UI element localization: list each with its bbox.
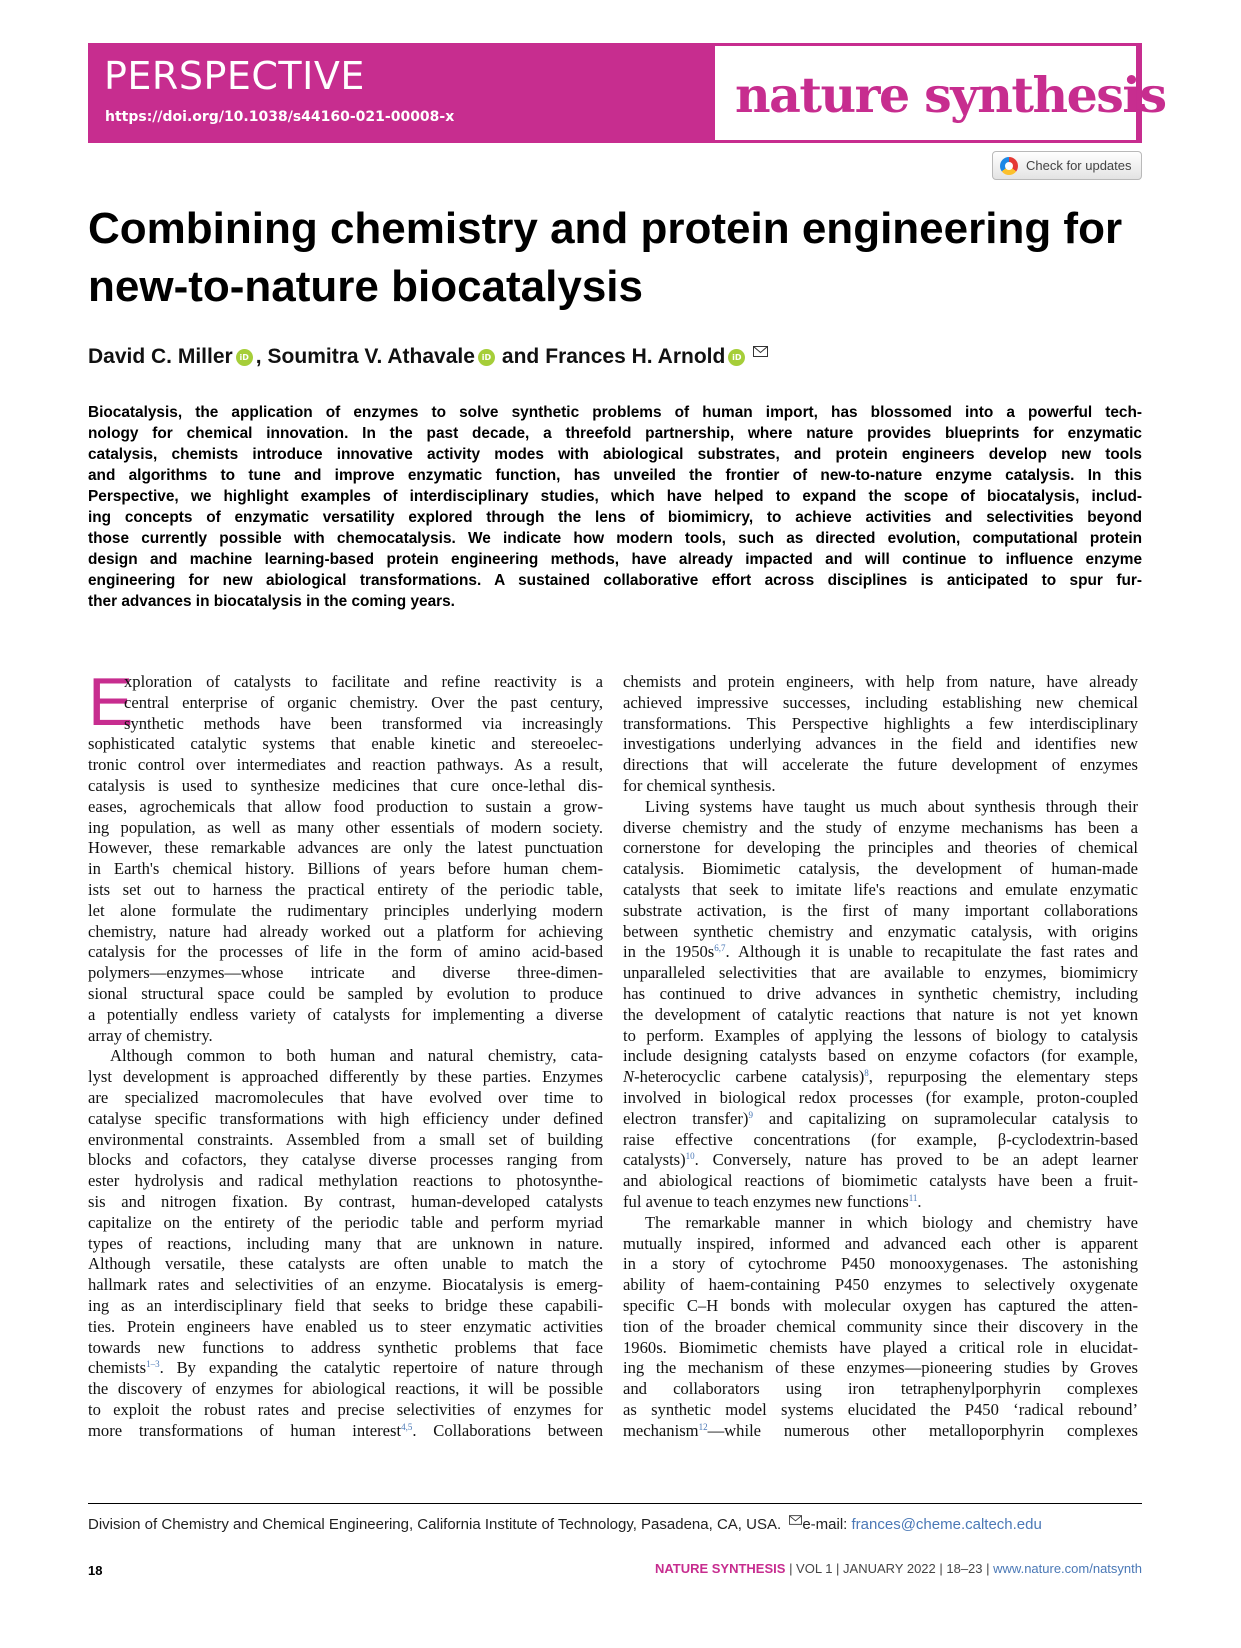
body-line: Although common to both human and natural chemistry, cata- — [110, 1046, 603, 1066]
article-type: PERSPECTIVE — [104, 54, 365, 98]
body-line: raise effective concentrations (for example, β-cyclodextrin-based — [623, 1129, 1138, 1149]
body-line: investigations underlying advances in the field and identifies new — [623, 734, 1138, 754]
author-separator: , — [255, 345, 262, 368]
body-line: xploration of catalysts to facilitate and refine reactivity is a — [124, 672, 603, 691]
body-line: cornerstone for developing the principles and theories of chemical — [623, 838, 1138, 858]
header-banner — [88, 43, 1166, 143]
author-separator: and — [501, 345, 540, 368]
body-text: , repurposing the elementary steps — [868, 1067, 1138, 1087]
body-line: Living systems have taught us much about synthesis through their — [645, 796, 1138, 816]
body-text: . Collaborations between — [412, 1420, 603, 1440]
body-text: catalysts) — [623, 1150, 686, 1170]
article-type-panel — [88, 43, 715, 143]
body-line: as synthetic model systems elucidated the P450 ‘radical rebound’ — [623, 1399, 1138, 1419]
abstract-line: ther advances in biocatalysis in the coming years. — [88, 593, 455, 610]
title-line: Combining chemistry and protein engineering for — [88, 204, 1123, 253]
body-line — [623, 1421, 1138, 1442]
body-line: tion of the broader chemical community since their discovery in the — [623, 1316, 1138, 1336]
body-line — [88, 1358, 603, 1379]
body-line: ties. Protein engineers have enabled us to steer enzymatic activities — [88, 1316, 603, 1336]
envelope-icon[interactable] — [753, 346, 768, 357]
abstract-line: design and machine learning-based protein engineering methods, have already impacted and will continue to influence enzyme — [88, 551, 1142, 568]
author-list — [88, 345, 768, 369]
body-line: synthetic methods have been transformed via increasingly — [124, 713, 603, 733]
body-column-left — [88, 664, 603, 1441]
body-line: diverse chemistry and the study of enzyme mechanisms has been a — [623, 817, 1138, 837]
body-text: more transformations of human interest — [88, 1420, 402, 1440]
body-line: The remarkable manner in which biology and chemistry have — [645, 1212, 1138, 1232]
email-link[interactable]: frances@cheme.caltech.edu — [851, 1516, 1042, 1533]
citation-link[interactable]: 12 — [698, 1421, 708, 1432]
body-text: in the 1950s — [623, 942, 715, 962]
body-line: catalysts that seek to imitate life's reactions and emulate enzymatic — [623, 879, 1138, 899]
citation-link[interactable]: 6,7 — [714, 943, 726, 954]
body-text: chemists — [88, 1358, 147, 1378]
body-text: —while numerous other metalloporphyrin complexes — [707, 1420, 1138, 1440]
body-line: include designing catalysts based on enzyme cofactors (for example, — [623, 1046, 1138, 1066]
drop-cap: E — [88, 664, 134, 740]
article-title — [88, 200, 1148, 316]
envelope-icon — [789, 1515, 802, 1525]
body-line: lyst development is approached differently by these parties. Enzymes — [88, 1067, 603, 1087]
body-line: for chemical synthesis. — [623, 775, 776, 795]
body-line — [623, 1150, 1138, 1171]
body-text: ful avenue to teach enzymes new functions — [623, 1191, 909, 1211]
body-line: tronic control over intermediates and reaction pathways. As a result, — [88, 755, 603, 775]
body-line: sophisticated catalytic systems that enable kinetic and stereoelec- — [88, 734, 603, 754]
body-line — [623, 1192, 1138, 1213]
citation-link[interactable]: 9 — [748, 1109, 753, 1120]
body-line: in a story of cytochrome P450 monooxygenases. The astonishing — [623, 1254, 1138, 1274]
body-line: catalysis for the processes of life in the form of amino acid-based — [88, 942, 603, 962]
footer-divider — [88, 1503, 1142, 1504]
body-text: . — [917, 1191, 922, 1211]
body-line: eases, agrochemicals that allow food production to sustain a grow- — [88, 796, 603, 816]
body-line: blocks and cofactors, they catalyse diverse processes ranging from — [88, 1150, 603, 1170]
body-line: capitalize on the entirety of the periodic table and perform myriad — [88, 1212, 603, 1232]
author-name[interactable]: Soumitra V. Athavale — [267, 345, 475, 368]
body-line: in Earth's chemical history. Billions of years before human chem- — [88, 859, 603, 879]
footer-journal-name: NATURE SYNTHESIS — [654, 1561, 786, 1576]
body-line: environmental constraints. Assembled from a small set of building — [88, 1129, 603, 1149]
abstract-line: catalysis, chemists introduce innovative activity modes with abiological substrates, and protein engineers develop new tools — [88, 446, 1142, 463]
email-label: e-mail: — [802, 1516, 848, 1533]
citation-link[interactable]: 4,5 — [401, 1421, 413, 1432]
page-number: 18 — [88, 1563, 103, 1578]
body-line: and abiological reactions of biomimetic catalysts have been a fruit- — [623, 1171, 1138, 1191]
orcid-icon[interactable]: iD — [728, 349, 745, 366]
body-line: substrate activation, is the first of many important collaborations — [623, 900, 1138, 920]
body-line: transformations. This Perspective highlights a few interdisciplinary — [623, 713, 1138, 733]
body-line: polymers—enzymes—whose intricate and diverse three-dimen- — [88, 963, 603, 983]
body-line: directions that will accelerate the future development of enzymes — [623, 755, 1138, 775]
check-for-updates-label: Check for updates — [1026, 158, 1132, 173]
body-line: hallmark rates and selectivities of an enzyme. Biocatalysis is emerg- — [88, 1275, 603, 1295]
abstract-line: Biocatalysis, the application of enzymes to solve synthetic problems of human import, has blossomed into a powerful tech- — [88, 404, 1142, 421]
body-text: . Conversely, nature has proved to be an adept learner — [694, 1150, 1138, 1170]
body-line: has continued to drive advances in synthetic chemistry, including — [623, 983, 1138, 1003]
title-line: new-to-nature biocatalysis — [88, 262, 644, 311]
abstract — [88, 402, 1142, 612]
citation-link[interactable]: 1–3 — [146, 1359, 160, 1370]
body-line — [88, 1421, 603, 1442]
body-text: electron transfer) — [623, 1108, 749, 1128]
body-line: catalysis is used to synthesize medicines that cure once-lethal dis- — [88, 775, 603, 795]
body-text: -heterocyclic carbene catalysis) — [634, 1067, 865, 1087]
body-line: Although versatile, these catalysts are often unable to match the — [88, 1254, 603, 1274]
abstract-line: engineering for new abiological transformations. A sustained collaborative effort across disciplines is anticipated to spur fur- — [88, 572, 1142, 589]
body-line: ing population, as well as many other essentials of modern society. — [88, 817, 603, 837]
abstract-line: ing concepts of enzymatic versatility explored through the lens of biomimicry, to achieve activities and selectivities beyond — [88, 509, 1142, 526]
body-line: sional structural space could be sampled by evolution to produce — [88, 983, 603, 1003]
body-line — [623, 1067, 1138, 1088]
body-line: towards new functions to address synthetic problems that face — [88, 1337, 603, 1357]
orcid-icon[interactable]: iD — [236, 349, 253, 366]
author-name[interactable]: David C. Miller — [88, 345, 233, 368]
body-line: array of chemistry. — [88, 1025, 213, 1045]
journal-logo[interactable]: nature synthesis — [735, 66, 1166, 124]
body-line: ester hydrolysis and radical methylation reactions to photosynthe- — [88, 1171, 603, 1191]
body-column-right — [623, 672, 1138, 1441]
orcid-icon[interactable]: iD — [478, 349, 495, 366]
body-text: mechanism — [623, 1420, 699, 1440]
body-line: unparalleled selectivities that are available to enzymes, biomimicry — [623, 963, 1138, 983]
body-line: catalyse specific transformations with high efficiency under defined — [88, 1108, 603, 1128]
body-line: and collaborators using iron tetraphenylporphyrin complexes — [623, 1379, 1138, 1399]
body-line: between synthetic chemistry and enzymatic catalysis, with origins — [623, 921, 1138, 941]
crossmark-icon — [1000, 157, 1018, 175]
body-line: the development of catalytic reactions that nature is not yet known — [623, 1004, 1138, 1024]
body-text: N — [623, 1067, 635, 1087]
body-line: However, these remarkable advances are only the latest punctuation — [88, 838, 603, 858]
body-line: 1960s. Biomimetic chemists have played a critical role in elucidat- — [623, 1337, 1138, 1357]
journal-citation — [655, 1561, 1142, 1576]
body-line: specific C–H bonds with molecular oxygen has captured the atten- — [623, 1295, 1138, 1315]
body-line: chemists and protein engineers, with help from nature, have already — [623, 672, 1138, 691]
body-line: mutually inspired, informed and advanced each other is apparent — [623, 1233, 1138, 1253]
abstract-line: nology for chemical innovation. In the past decade, a threefold partnership, where nature provides blueprints for enzymatic — [88, 425, 1142, 442]
affiliation-text: Division of Chemistry and Chemical Engineering, California Institute of Technology, Pasadena, CA, USA. — [88, 1516, 782, 1533]
abstract-line: and algorithms to tune and improve enzymatic function, has unveiled the frontier of new-to-nature enzyme catalysis. In this — [88, 467, 1142, 484]
journal-logo-box — [715, 43, 1166, 143]
body-line: types of reactions, including many that are unknown in nature. — [88, 1233, 603, 1253]
body-line: ing as an interdisciplinary field that seeks to bridge these capabili- — [88, 1295, 603, 1315]
body-line — [623, 942, 1138, 963]
body-line: let alone formulate the rudimentary principles underlying modern — [88, 900, 603, 920]
check-for-updates-button[interactable] — [992, 151, 1142, 180]
body-line: a potentially endless variety of catalysts for implementing a diverse — [88, 1004, 603, 1024]
body-text: and capitalizing on supramolecular catalysis to — [752, 1108, 1138, 1128]
body-line: catalysis. Biomimetic catalysis, the development of human-made — [623, 859, 1138, 879]
doi-link[interactable]: https://doi.org/10.1038/s44160-021-00008-x — [105, 109, 455, 125]
author-name[interactable]: Frances H. Arnold — [545, 345, 726, 368]
body-line: the discovery of enzymes for abiological reactions, it will be possible — [88, 1379, 603, 1399]
footer-issue: | VOL 1 | JANUARY 2022 | 18–23 | — [789, 1561, 990, 1576]
abstract-line: Perspective, we highlight examples of interdisciplinary studies, which have helped to expand the scope of biocatalysis, includ- — [88, 488, 1142, 505]
body-line: to exploit the robust rates and precise selectivities of enzymes for — [88, 1399, 603, 1419]
body-line: involved in biological redox processes (for example, proton-coupled — [623, 1087, 1138, 1107]
affiliation — [88, 1516, 1042, 1533]
body-line: chemistry, nature had already worked out a platform for achieving — [88, 921, 603, 941]
body-text: . By expanding the catalytic repertoire of nature through — [159, 1358, 603, 1378]
body-line: are specialized macromolecules that have evolved over time to — [88, 1087, 603, 1107]
body-line: to perform. Examples of applying the lessons of biology to catalysis — [623, 1025, 1138, 1045]
body-line: ability of haem-containing P450 enzymes to selectively oxygenate — [623, 1275, 1138, 1295]
body-text: . Although it is unable to recapitulate the fast rates and — [725, 942, 1139, 962]
body-line: ing the mechanism of these enzymes—pioneering studies by Groves — [623, 1358, 1138, 1378]
journal-url-link[interactable]: www.nature.com/natsynth — [993, 1561, 1142, 1576]
body-line: achieved impressive successes, including establishing new chemical — [623, 692, 1138, 712]
citation-link[interactable]: 10 — [685, 1151, 695, 1162]
body-line — [623, 1109, 1138, 1130]
body-line: sis and nitrogen fixation. By contrast, human-developed catalysts — [88, 1191, 603, 1211]
citation-link[interactable]: 8 — [864, 1068, 869, 1079]
citation-link[interactable]: 11 — [908, 1192, 918, 1203]
abstract-line: those currently possible with chemocatalysis. We indicate how modern tools, such as directed evolution, computational protein — [88, 530, 1142, 547]
body-line: ists set out to harness the practical entirety of the periodic table, — [88, 879, 603, 899]
body-line: central enterprise of organic chemistry. Over the past century, — [124, 692, 603, 712]
